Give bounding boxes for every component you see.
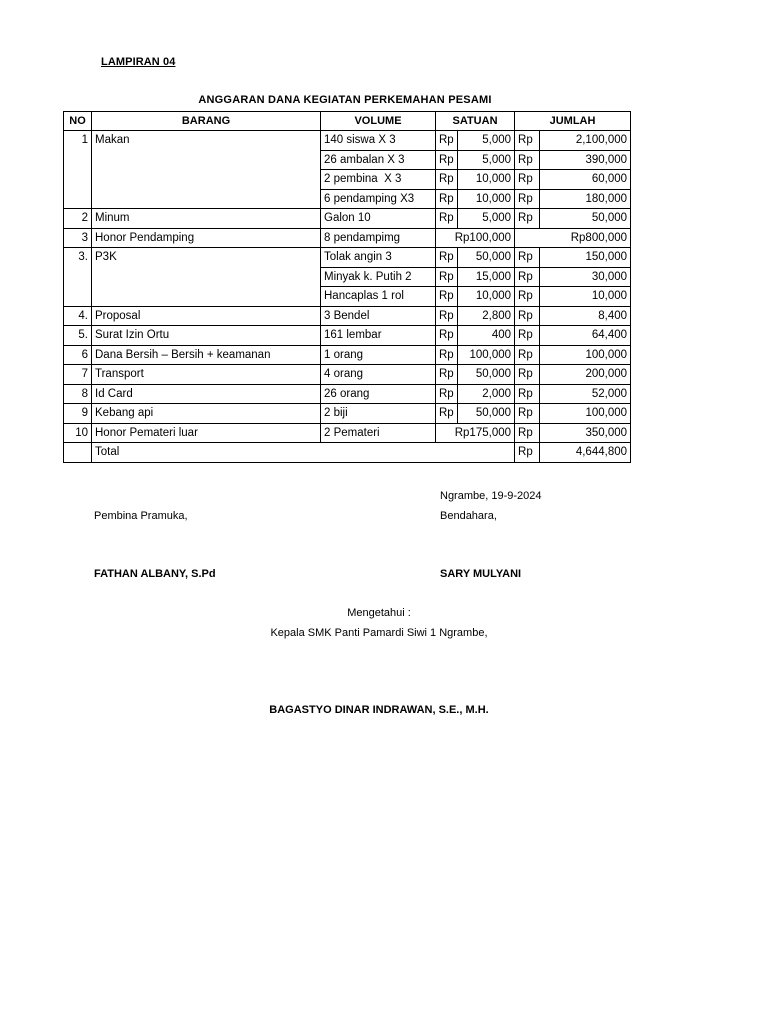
row-barang: Minum: [92, 209, 321, 229]
table-row: [64, 404, 631, 424]
row-barang: Honor Pemateri luar: [92, 423, 321, 443]
table-header-row: [64, 112, 631, 131]
row-satuan: 50,000: [458, 248, 515, 268]
row-satuan-currency: Rp: [436, 404, 458, 424]
row-jumlah-currency: Rp: [515, 248, 540, 268]
row-satuan-currency: Rp: [436, 209, 458, 229]
attachment-label: LAMPIRAN 04: [101, 56, 176, 68]
row-satuan: 2,800: [458, 306, 515, 326]
head-signer-name: BAGASTYO DINAR INDRAWAN, S.E., M.H.: [269, 704, 489, 716]
row-satuan-currency: Rp: [436, 287, 458, 307]
row-volume: 26 orang: [321, 384, 436, 404]
row-satuan: Rp175,000: [436, 423, 515, 443]
row-no: 3: [64, 228, 92, 248]
left-signer-role: Pembina Pramuka,: [94, 510, 188, 522]
left-signer-name: FATHAN ALBANY, S.Pd: [94, 568, 216, 580]
row-satuan-currency: Rp: [436, 267, 458, 287]
row-volume: 161 lembar: [321, 326, 436, 346]
row-jumlah-currency: Rp: [515, 384, 540, 404]
row-no: 4.: [64, 306, 92, 326]
row-satuan: Rp100,000: [436, 228, 515, 248]
row-jumlah: 180,000: [540, 189, 631, 209]
row-jumlah: 100,000: [540, 345, 631, 365]
row-volume: Minyak k. Putih 2: [321, 267, 436, 287]
header-jumlah: JUMLAH: [515, 112, 631, 131]
row-volume: 2 biji: [321, 404, 436, 424]
row-jumlah: 60,000: [540, 170, 631, 190]
row-satuan: 10,000: [458, 287, 515, 307]
row-jumlah: 2,100,000: [540, 131, 631, 151]
row-satuan-currency: Rp: [436, 345, 458, 365]
table-row: [64, 131, 631, 151]
row-jumlah: 10,000: [540, 287, 631, 307]
row-volume: 4 orang: [321, 365, 436, 385]
header-satuan: SATUAN: [436, 112, 515, 131]
row-volume: 1 orang: [321, 345, 436, 365]
table-row: [64, 209, 631, 229]
head-signer-role: Kepala SMK Panti Pamardi Siwi 1 Ngrambe,: [270, 627, 488, 639]
row-jumlah-currency: Rp: [515, 345, 540, 365]
row-satuan-currency: Rp: [436, 150, 458, 170]
table-row: [64, 228, 631, 248]
row-satuan-currency: Rp: [436, 170, 458, 190]
document-title: ANGGARAN DANA KEGIATAN PERKEMAHAN PESAMI: [198, 94, 492, 106]
place-date: Ngrambe, 19-9-2024: [440, 490, 542, 502]
row-barang: Kebang api: [92, 404, 321, 424]
budget-table: [63, 111, 631, 463]
total-value: 4,644,800: [540, 443, 631, 463]
total-row: [64, 443, 631, 463]
row-jumlah: 64,400: [540, 326, 631, 346]
row-jumlah: 8,400: [540, 306, 631, 326]
row-satuan: 10,000: [458, 170, 515, 190]
row-jumlah: 350,000: [540, 423, 631, 443]
row-volume: Tolak angin 3: [321, 248, 436, 268]
row-satuan-currency: Rp: [436, 131, 458, 151]
row-no: 9: [64, 404, 92, 424]
total-currency: Rp: [515, 443, 540, 463]
row-jumlah-currency: Rp: [515, 423, 540, 443]
row-jumlah: 390,000: [540, 150, 631, 170]
table-row: [64, 345, 631, 365]
row-satuan: 5,000: [458, 150, 515, 170]
row-volume: Galon 10: [321, 209, 436, 229]
row-barang: Dana Bersih – Bersih + keamanan: [92, 345, 321, 365]
row-no: 1: [64, 131, 92, 209]
row-volume: 2 Pemateri: [321, 423, 436, 443]
row-satuan-currency: Rp: [436, 326, 458, 346]
row-barang: Proposal: [92, 306, 321, 326]
header-barang: BARANG: [92, 112, 321, 131]
row-jumlah-currency: Rp: [515, 209, 540, 229]
row-no: 2: [64, 209, 92, 229]
table-row: [64, 365, 631, 385]
right-signer-name: SARY MULYANI: [440, 568, 522, 580]
row-volume: 3 Bendel: [321, 306, 436, 326]
row-satuan-currency: Rp: [436, 189, 458, 209]
table-body: [64, 131, 631, 463]
row-jumlah-currency: Rp: [515, 404, 540, 424]
total-no-cell: [64, 443, 92, 463]
row-volume: Hancaplas 1 rol: [321, 287, 436, 307]
row-satuan: 50,000: [458, 404, 515, 424]
row-barang: Honor Pendamping: [92, 228, 321, 248]
header-volume: VOLUME: [321, 112, 436, 131]
table-row: [64, 384, 631, 404]
row-barang: Transport: [92, 365, 321, 385]
row-satuan: 5,000: [458, 131, 515, 151]
row-no: 10: [64, 423, 92, 443]
row-volume: 8 pendampimg: [321, 228, 436, 248]
row-jumlah-currency: Rp: [515, 189, 540, 209]
row-satuan: 400: [458, 326, 515, 346]
row-jumlah-currency: Rp: [515, 267, 540, 287]
row-jumlah: 52,000: [540, 384, 631, 404]
right-signer-role: Bendahara,: [440, 510, 497, 522]
row-jumlah: 50,000: [540, 209, 631, 229]
row-jumlah-currency: Rp: [515, 150, 540, 170]
row-satuan-currency: Rp: [436, 248, 458, 268]
row-volume: 2 pembina X 3: [321, 170, 436, 190]
total-label: Total: [92, 443, 515, 463]
row-no: 6: [64, 345, 92, 365]
row-jumlah: 30,000: [540, 267, 631, 287]
table-row: [64, 306, 631, 326]
row-barang: Surat Izin Ortu: [92, 326, 321, 346]
row-no: 7: [64, 365, 92, 385]
row-no: 3.: [64, 248, 92, 307]
table-row: [64, 248, 631, 268]
row-no: 8: [64, 384, 92, 404]
row-satuan: 50,000: [458, 365, 515, 385]
row-satuan: 2,000: [458, 384, 515, 404]
row-jumlah: 200,000: [540, 365, 631, 385]
row-jumlah-currency: Rp: [515, 365, 540, 385]
row-satuan: 15,000: [458, 267, 515, 287]
row-jumlah-currency: Rp: [515, 170, 540, 190]
row-jumlah-currency: Rp: [515, 131, 540, 151]
row-jumlah: Rp800,000: [515, 228, 631, 248]
row-satuan: 100,000: [458, 345, 515, 365]
row-satuan-currency: Rp: [436, 384, 458, 404]
table-row: [64, 326, 631, 346]
row-satuan: 5,000: [458, 209, 515, 229]
table-row: [64, 423, 631, 443]
row-jumlah-currency: Rp: [515, 306, 540, 326]
row-no: 5.: [64, 326, 92, 346]
row-barang: Id Card: [92, 384, 321, 404]
row-volume: 6 pendamping X3: [321, 189, 436, 209]
row-jumlah: 100,000: [540, 404, 631, 424]
row-barang: P3K: [92, 248, 321, 307]
header-no: NO: [64, 112, 92, 131]
row-volume: 26 ambalan X 3: [321, 150, 436, 170]
row-barang: Makan: [92, 131, 321, 209]
row-jumlah: 150,000: [540, 248, 631, 268]
row-satuan: 10,000: [458, 189, 515, 209]
row-jumlah-currency: Rp: [515, 287, 540, 307]
row-satuan-currency: Rp: [436, 365, 458, 385]
row-jumlah-currency: Rp: [515, 326, 540, 346]
row-satuan-currency: Rp: [436, 306, 458, 326]
row-volume: 140 siswa X 3: [321, 131, 436, 151]
acknowledgement-label: Mengetahui :: [347, 607, 411, 619]
